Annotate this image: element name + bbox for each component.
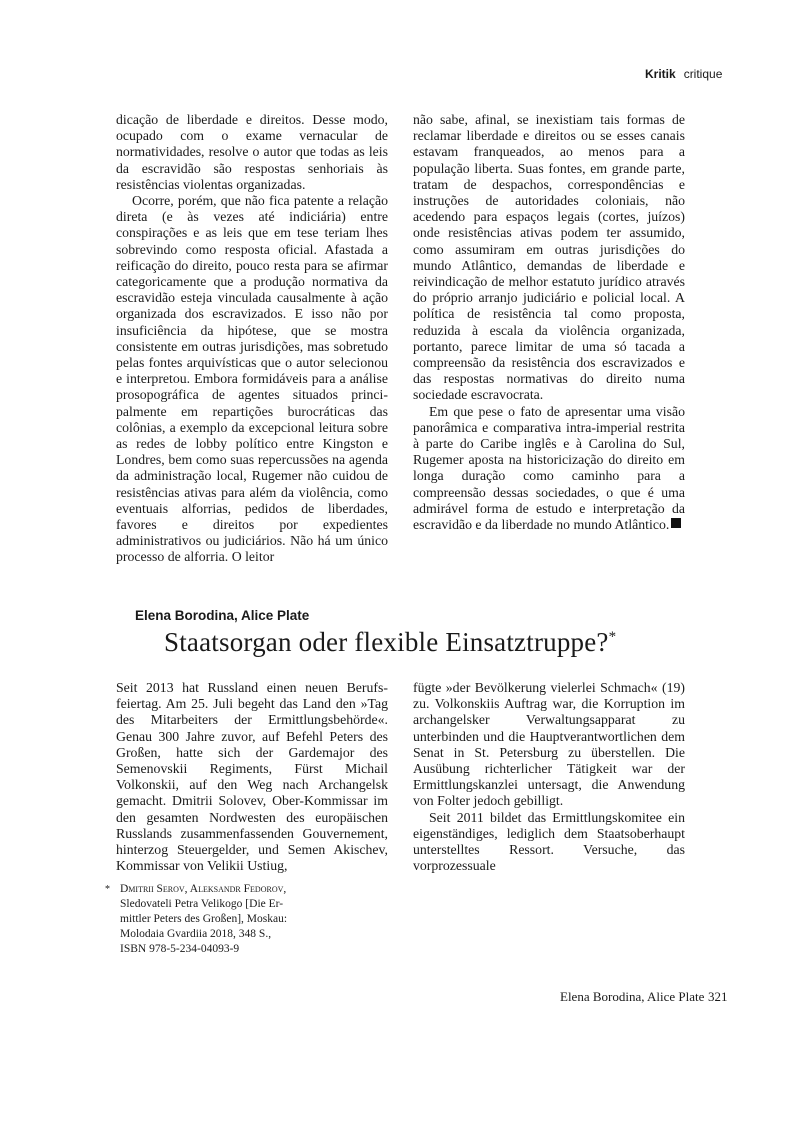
paragraph: não sabe, afinal, se inexistiam tais formas de reclamar liberdade e direitos ou se esses canais estavam franqueados, ao menos para a população liberta. Suas fontes, em grande parte, tratam de despachos, correspondências e instruções de autoridades coloniais, não acedendo para espaços legais (cortes, juízos) onde resistências ativas podem ter assumido, como assumiram em outras jurisdições do mundo Atlântico, demandas de liberdade e reivindicação de melhor estatuto jurídico através do próprio arranjo judiciário e policial local. A política de resistência tal como proposta, reduzida à escala da violência organizada, portanto, parece limitar de uma só tacada a compreensão da resistência dos escravizados e das respostas normativas do direito numa sociedade escravocrata. xyxy=(413,112,685,403)
footnote-reference[interactable]: * xyxy=(608,629,617,645)
footnote-body xyxy=(120,882,287,957)
review-title-text: Staatsorgan oder flexible Einsatztruppe? xyxy=(164,627,609,657)
footnote-line: Sledovateli Petra Velikogo [Die Er- xyxy=(120,898,284,910)
review2-column-left xyxy=(116,680,388,874)
review-title xyxy=(164,624,616,660)
footer-authors: Elena Borodina, Alice Plate xyxy=(560,989,705,1004)
footnote-line: Molodaia Gvardiia 2018, 348 S., xyxy=(120,928,272,940)
running-header xyxy=(645,67,722,81)
footnote xyxy=(105,882,287,957)
review-authors: Elena Borodina, Alice Plate xyxy=(135,608,310,623)
end-of-article-mark xyxy=(671,518,681,528)
footnote-line: mittler Peters des Großen], Moskau: xyxy=(120,913,288,925)
paragraph: dicação de liberdade e direitos. Desse modo, ocupado com o exame vernacular de normatividades, resolve o autor que todas as leis da escravidão são respostas senhoriais às resistências violentas organizadas. xyxy=(116,112,388,192)
review1-column-right xyxy=(413,112,685,533)
paragraph: fügte »der Bevölkerung vielerlei Schmach« (19) zu. Volkonskiis Auftrag war, die Korruption im archangelsker Verwaltungsapparat zu unterbinden und die Hauptverantwortlichen dem Senat in St. Petersburg zu überstellen. Die Ausübung richterlicher Tätigkeit war der Ermittlungskanzlei untersagt, die Anwendung von Folter jedoch gebilligt. xyxy=(413,680,685,809)
paragraph: Seit 2013 hat Russland einen neuen Berufsfeiertag. Am 25. Juli begeht das Land den »Tag des Mitarbeiters der Ermittlungsbehörde«. Genau 300 Jahre zuvor, auf Befehl Peters des Großen, hatte sich der Gardemajor des Semenovskii Regiments, Fürst Michail Volkonskii, auf den Weg nach Archangelsk gemacht. Dmitrii Solovev, Ober-Kommissar im den gesamten Nordwesten des europäischen Russlands zusammenfassenden Gouvernement, hinterzog Steuergelder, und Semen Akischev, Kommissar von Velikii Ustiug, xyxy=(116,680,388,874)
footnote-book-authors: Dmitrii Serov, Aleksandr Fedorov, xyxy=(120,883,287,895)
page-number: 321 xyxy=(708,989,728,1004)
review2-column-right xyxy=(413,680,685,874)
paragraph: Em que pese o fato de apresentar uma visão panorâmica e comparativa intra-imperial restrita à parte do Caribe inglês e à Carolina do Sul, Rugemer aposta na historicização do direito em longa duração como caminho para a compreensão dessas sociedades, o que é uma admirável forma de estudo e interpretação da escravidão e da liberdade no mundo Atlântico. xyxy=(413,403,685,533)
paragraph: Ocorre, porém, que não fica patente a relação direta (e às vezes até indiciária) entre conspirações e as leis que em tese teriam lhes sobrevindo como resposta oficial. Afastada a reificação do direito, pouco resta para se afirmar categoricamente que a produção normativa da escravidão esteja vinculada causalmente à ação organizada dos escravizados. E isso não por insuficiência da hipótese, que se mostra consistente em outras jurisdições, mas sobretudo pelas fontes arquivísticas que o autor selecionou e interpretou. Embora formidáveis para a análise prosopográfica de agentes situados principalmente em repartições burocráticas das colônias, a exemplo da excepcional leitura sobre as redes de lobby político entre Kingston e Londres, bem como suas repercussões na agenda da administração local, Rugemer não cuidou de resistências ativas para além da violência, como eventuais alforrias, pedidos de liberdades, favores e direitos por expedientes administrativos ou judiciários. Não há um único processo de alforria. O leitor xyxy=(116,193,388,565)
header-section: Kritik xyxy=(645,67,676,81)
footnote-line: ISBN 978-5-234-04093-9 xyxy=(120,943,240,955)
review1-column-left xyxy=(116,112,388,566)
paragraph: Seit 2011 bildet das Ermittlungskomitee ein eigenständiges, lediglich dem Staatsoberhaupt unterstelltes Ressort. Versuche, das vorprozessuale xyxy=(413,809,685,874)
footnote-mark: * xyxy=(105,884,110,895)
header-subsection: critique xyxy=(683,67,723,81)
